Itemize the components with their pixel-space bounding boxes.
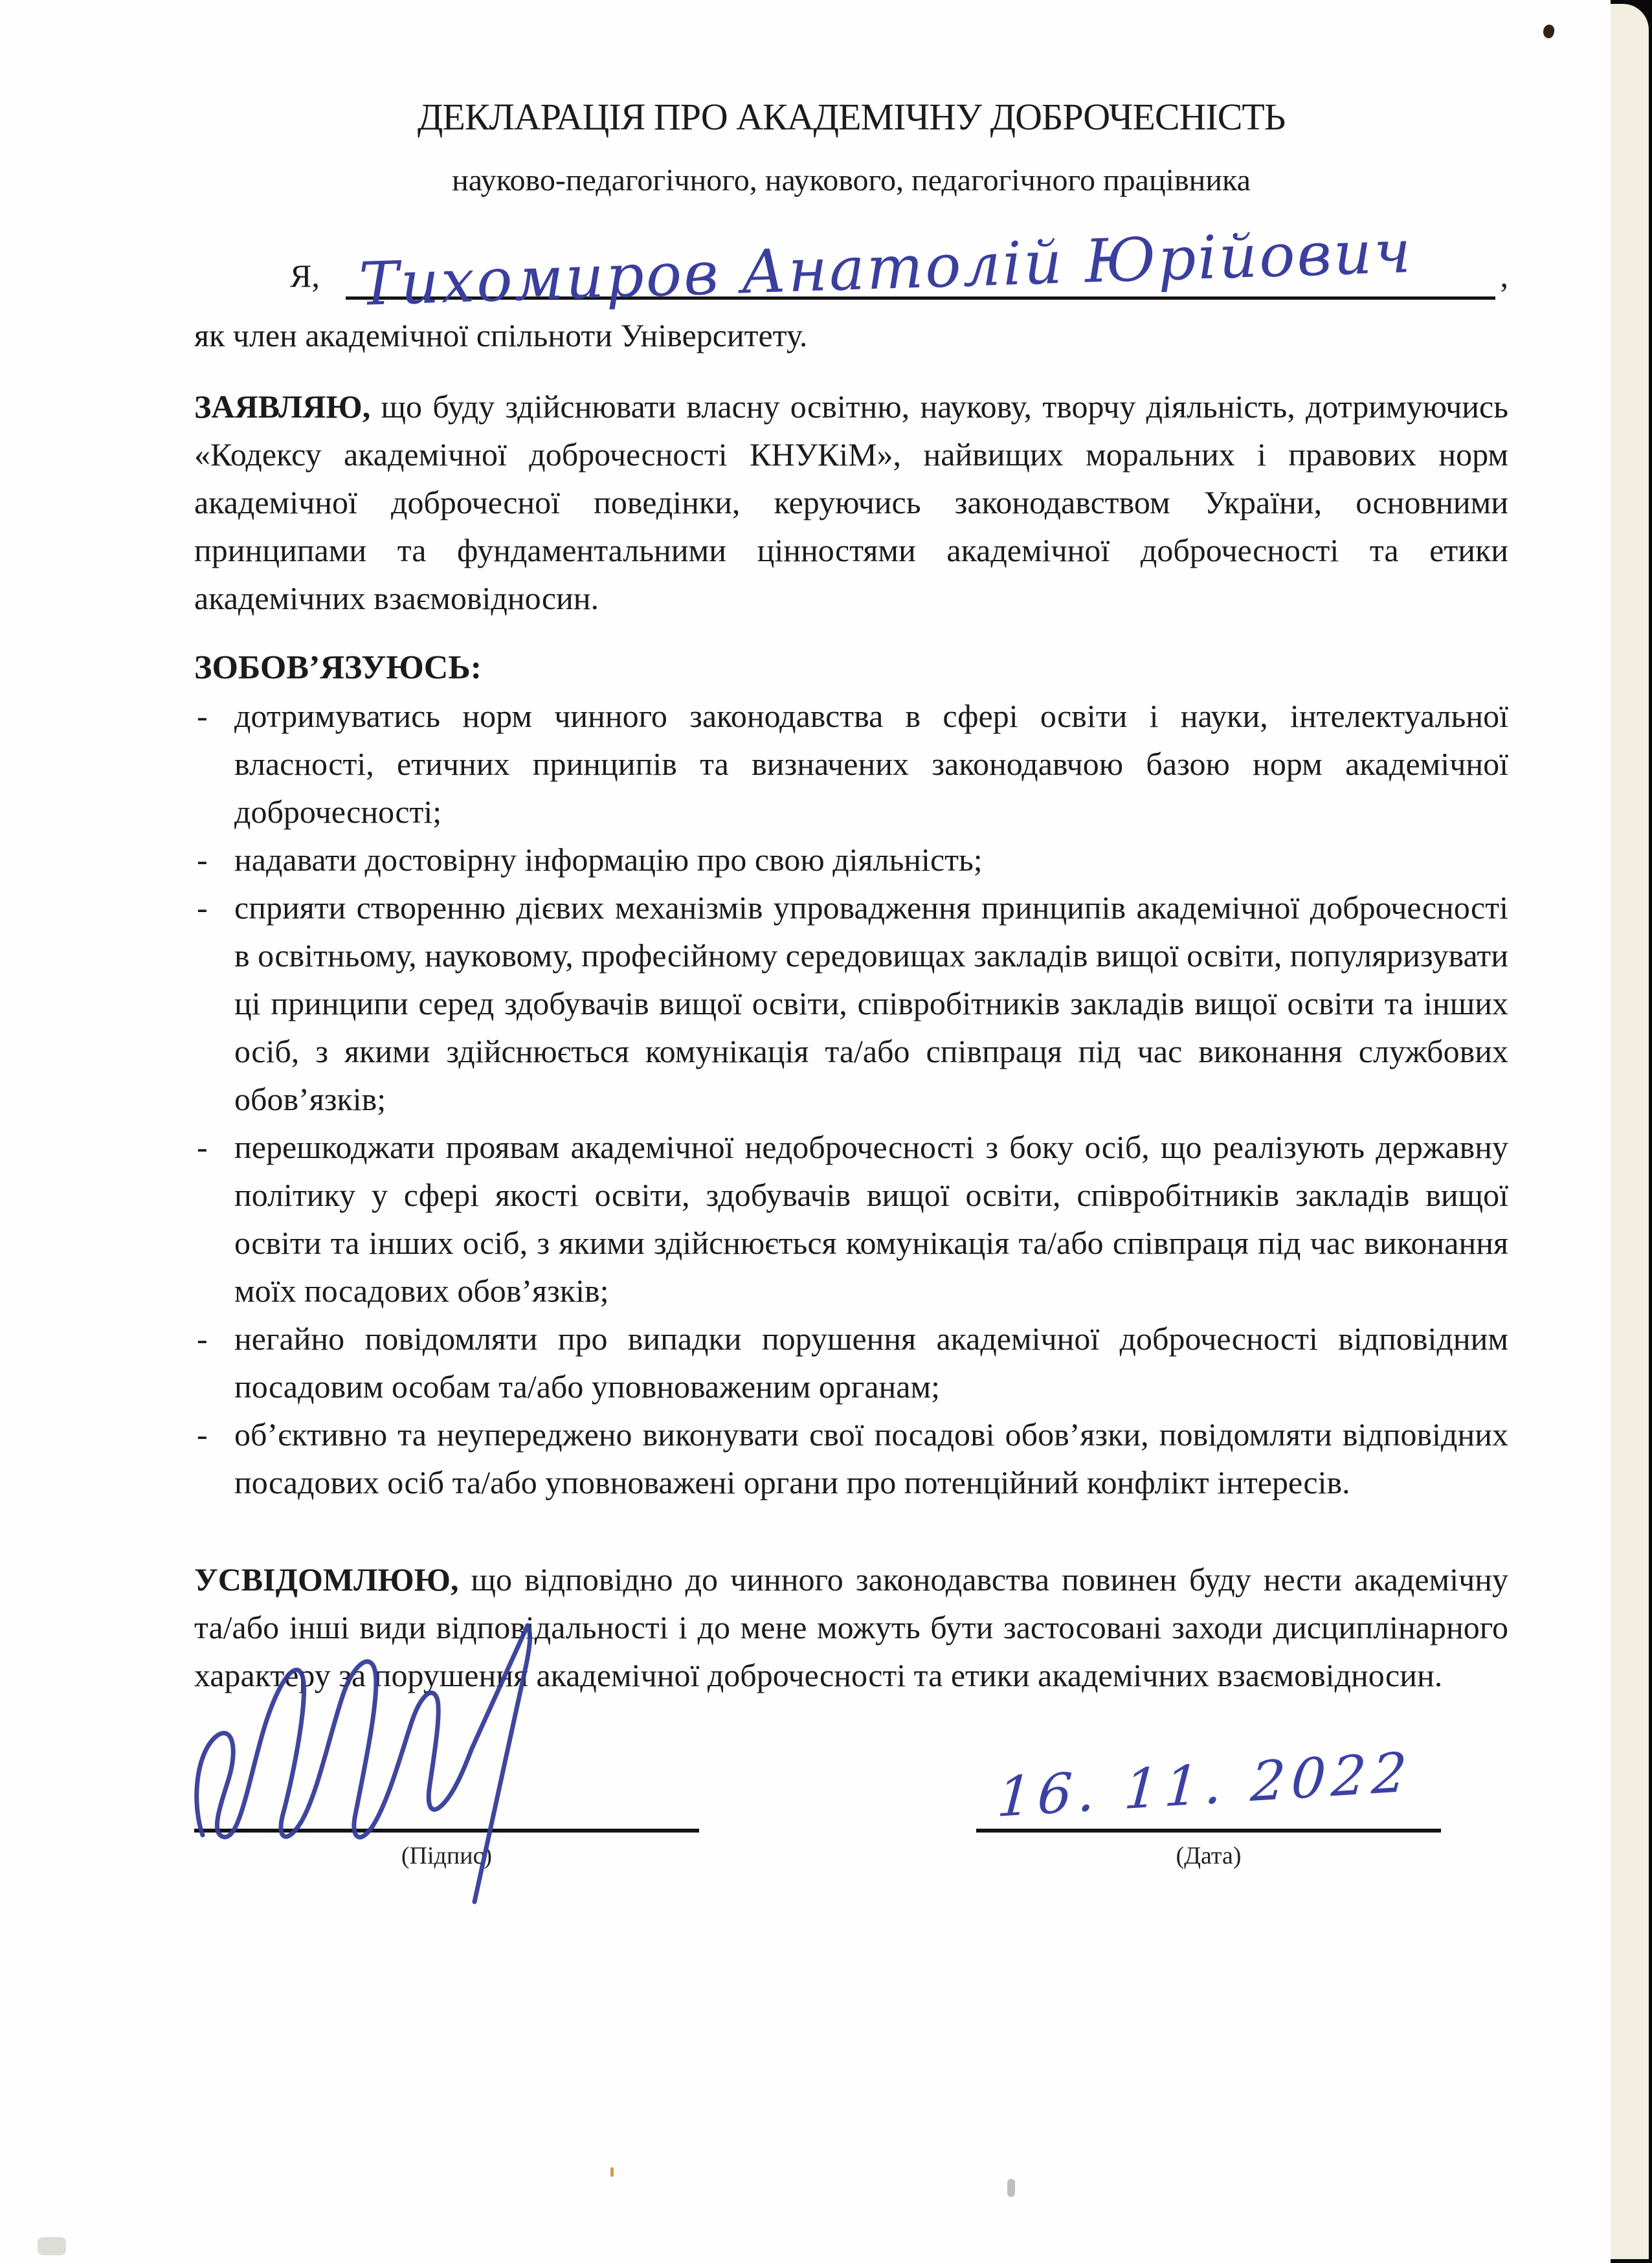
ink-speck bbox=[1542, 23, 1556, 39]
bullet-dash: - bbox=[197, 697, 208, 734]
obligation-text: перешкоджати проявам академічної недоброчесності з боку осіб, що реалізують державну політику у сфері якості освіти, здобувачів вищої освіти, співробітників закладів вищої освіти та інших осіб, з якими здійснюється комунікація та/або співпраця під час виконання моїх посадових обов’язків; bbox=[234, 1128, 1508, 1309]
obligation-item bbox=[194, 836, 1508, 884]
bullet-dash: - bbox=[197, 1320, 208, 1357]
signature-caption: (Підпис) bbox=[401, 1842, 493, 1869]
signature-area bbox=[194, 1741, 699, 1870]
acknowledgement-text: що відповідно до чинного законодавства повинен буду нести академічну та/або інші види відповідальності і до мене можуть бути застосовані заходи дисциплінарного характеру за порушення академічної доброчесності та етики академічних взаємовідносин. bbox=[194, 1561, 1508, 1693]
document-subtitle: науково-педагогічного, наукового, педагогічного працівника bbox=[452, 162, 1251, 197]
acknowledgement-lead: УСВІДОМЛЮЮ, bbox=[194, 1561, 459, 1598]
page-edge-strip bbox=[1607, 4, 1649, 2259]
obligations-list bbox=[194, 692, 1508, 1506]
bullet-dash: - bbox=[197, 841, 208, 878]
declaration-lead: ЗАЯВЛЯЮ, bbox=[194, 388, 371, 425]
obligation-text: надавати достовірну інформацію про свою діяльність; bbox=[234, 841, 983, 878]
obligation-item bbox=[194, 692, 1508, 836]
membership-line: як член академічної спільноти Університету. bbox=[194, 317, 808, 353]
scan-speck bbox=[1007, 2179, 1015, 2197]
obligation-item bbox=[194, 884, 1508, 1123]
handwritten-name: Тихомиров Анатолій Юрійович bbox=[357, 216, 1414, 319]
declaration-text: що буду здійснювати власну освітню, наукову, творчу діяльність, дотримуючись «Кодексу академічної доброчесності КНУКіМ», найвищих моральних і правових норм академічної доброчесної поведінки, керуючись законодавством України, основними принципами та фундаментальними цінностями академічної доброчесності та етики академічних взаємовідносин. bbox=[194, 388, 1508, 616]
obligation-text: сприяти створенню дієвих механізмів упровадження принципів академічної доброчесності в освітньому, науковому, професійному середовищах закладів вищої освіти, популяризувати ці принципи серед здобувачів вищої освіти, співробітників закладів вищої освіти та інших осіб, з якими здійснюється комунікація та/або співпраця під час виконання службових обов’язків; bbox=[234, 889, 1508, 1117]
obligation-text: об’єктивно та неупереджено виконувати свої посадові обов’язки, повідомляти відповідних посадових осіб та/або уповноважені органи про потенційний конфлікт інтересів. bbox=[234, 1416, 1508, 1500]
name-underline bbox=[346, 216, 1495, 319]
document-title: ДЕКЛАРАЦІЯ ПРО АКАДЕМІЧНУ ДОБРОЧЕСНІСТЬ bbox=[417, 96, 1286, 138]
handwritten-date: 16. 11. 2022 bbox=[995, 1740, 1414, 1829]
scan-speck bbox=[610, 2167, 614, 2177]
bullet-dash: - bbox=[197, 889, 208, 926]
obligation-item bbox=[194, 1123, 1508, 1315]
bullet-dash: - bbox=[197, 1416, 208, 1453]
obligations-heading: ЗОБОВ’ЯЗУЮСЬ: bbox=[194, 649, 482, 686]
date-line bbox=[976, 1829, 1441, 1833]
obligation-item bbox=[194, 1410, 1508, 1506]
obligation-item bbox=[194, 1315, 1508, 1410]
bullet-dash: - bbox=[197, 1128, 208, 1165]
acknowledgement-paragraph bbox=[194, 1555, 1508, 1699]
declaration-paragraph bbox=[194, 383, 1508, 622]
obligation-text: дотримуватись норм чинного законодавства в сфері освіти і науки, інтелектуальної власності, етичних принципів та визначених законодавчою базою норм академічної доброчесності; bbox=[234, 697, 1508, 830]
scan-smudge bbox=[38, 2237, 66, 2255]
trailing-comma: , bbox=[1500, 257, 1508, 294]
date-caption: (Дата) bbox=[1176, 1842, 1242, 1869]
signature-line bbox=[194, 1829, 699, 1833]
name-row bbox=[194, 216, 1508, 319]
date-area bbox=[976, 1741, 1441, 1870]
obligation-text: негайно повідомляти про випадки порушення академічної доброчесності відповідним посадовим особам та/або уповноваженим органам; bbox=[234, 1320, 1508, 1405]
document-content bbox=[194, 0, 1508, 1870]
signature-block bbox=[194, 1741, 1508, 1870]
pronoun-label: Я, bbox=[290, 257, 320, 294]
